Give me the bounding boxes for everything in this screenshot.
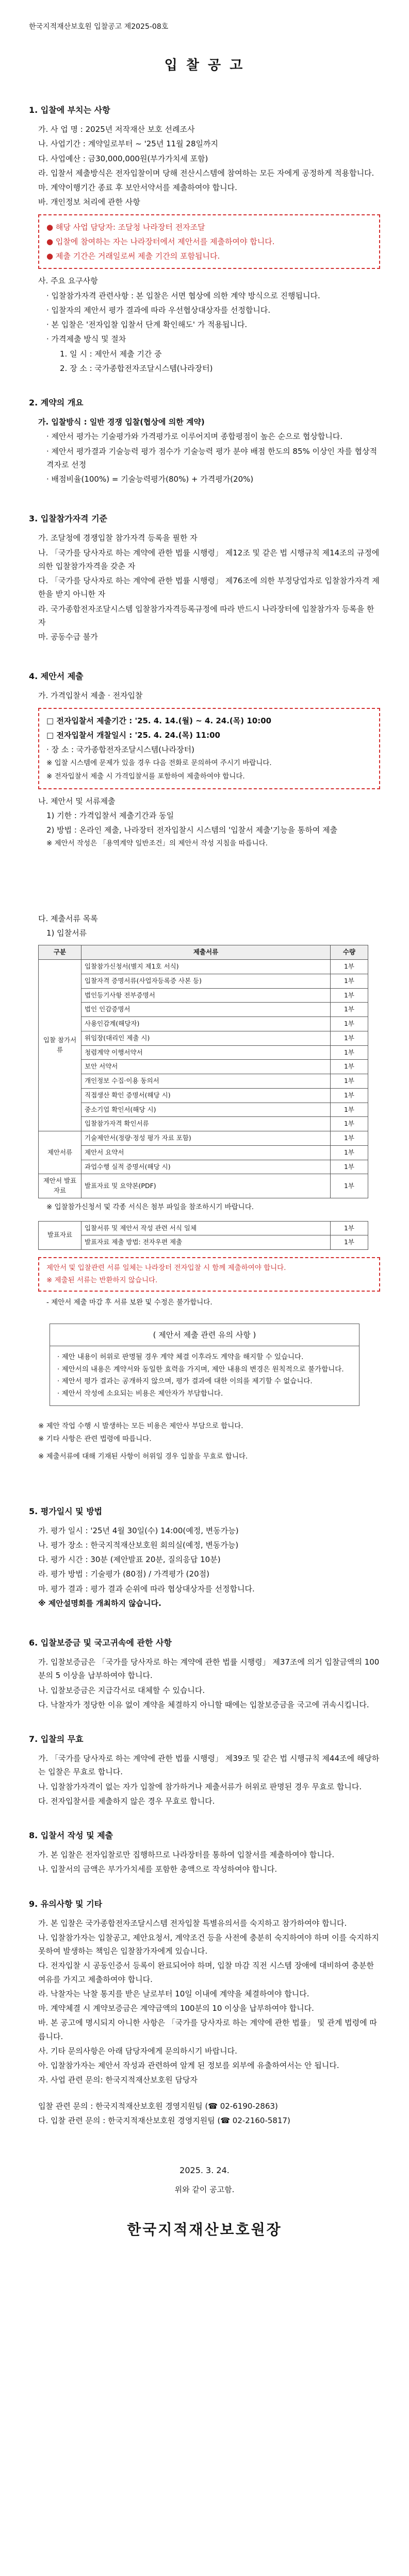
text-line: · 배점비율(100%) = 기술능력평가(80%) + 가격평가(20%) [46, 474, 254, 484]
text-line: 다. 전자입찰 시 공동인증서 등록이 완료되어야 하며, 입찰 마감 직전 시스템 장애에 대비하여 충분한 여유를 가지고 제출하여야 합니다. [38, 1961, 374, 1984]
text-line: ※ 제안설명회를 개최하지 않습니다. [38, 1598, 161, 1608]
table-cell: 1부 [331, 1060, 368, 1074]
box-line: ● 제출 기간은 거래일로써 제출 기간의 포함됩니다. [46, 251, 220, 261]
table-cell: 1부 [331, 1017, 368, 1031]
table-cell: 1부 [331, 960, 368, 974]
table-cell: 1부 [331, 1003, 368, 1017]
text-line: 나. 입찰참가자격이 없는 자가 입찰에 참가하거나 제출서류가 허위로 판명된 경우 무효로 합니다. [38, 1782, 362, 1791]
text-line: 자. 사업 관련 문의: 한국지적재산보호원 담당자 [38, 2075, 198, 2085]
table-cell: 보안 서약서 [81, 1060, 331, 1074]
text-line: 가. 본 입찰은 국가종합전자조달시스템 전자입찰 특별유의서를 숙지하고 참가하여야 합니다. [38, 1918, 347, 1928]
table-cell: 발표자료 [39, 1221, 81, 1250]
text-line: 1. 일 시 : 제안서 제출 기간 중 [60, 349, 162, 359]
table-cell: 기술제안서(정량·정성 평가 자료 포함) [81, 1131, 331, 1146]
table-cell: 1부 [331, 1160, 368, 1174]
text-line: 마. 평가 결과 : 평가 결과 순위에 따라 협상대상자를 선정합니다. [38, 1584, 255, 1594]
section-heading: 9. 유의사항 및 기타 [29, 1899, 103, 1909]
section-notes [29, 1897, 380, 2128]
table-row [39, 1117, 368, 1131]
text-line: 나. 사업기간 : 계약일로부터 ~ '25년 11월 28일까지 [38, 139, 218, 149]
box-line: · 장 소 : 국가종합전자조달시스템(나라장터) [46, 745, 194, 754]
text-line: 1) 기한 : 가격입찰서 제출기간과 동일 [46, 810, 174, 820]
box-line: ※ 전자입찰서 제출 시 가격입찰서를 포함하여 제출하여야 합니다. [46, 772, 245, 781]
table-row [39, 1045, 368, 1060]
text-line: 1) 입찰서류 [46, 928, 87, 938]
table-cell: 1부 [331, 988, 368, 1003]
section-2 [29, 396, 380, 486]
table-cell: 법인등기사항 전부증명서 [81, 988, 331, 1003]
table-cell: 입찰서류 및 제안서 작성 관련 서식 일체 [81, 1221, 331, 1235]
table-cell: 발표자료 및 요약본(PDF) [81, 1174, 331, 1198]
text-line: 사. 기타 문의사항은 아래 담당자에게 문의하시기 바랍니다. [38, 2046, 237, 2056]
section-heading: 2. 계약의 개요 [29, 398, 84, 408]
notice-statement: 위와 같이 공고함. [174, 2185, 235, 2194]
table-cell: 제안서류 [39, 1131, 81, 1174]
table-cell: 발표자료 제출 방법: 전자우편 제출 [81, 1235, 331, 1250]
table-header: 구분 [39, 945, 81, 960]
table-header: 제출서류 [81, 945, 331, 960]
text-line: ※ 제안 작업 수행 시 발생하는 모든 비용은 제안사 부담으로 합니다. [38, 1421, 243, 1430]
table-cell: 입찰자격 증명서류(사업자등록증 사본 등) [81, 974, 331, 988]
table-cell: 개인정보 수집·이용 동의서 [81, 1074, 331, 1089]
text-line: 라. 국가종합전자조달시스템 입찰참가자격등록규정에 따라 반드시 나라장터에 입찰참가자 등록을 한 자 [38, 604, 374, 627]
text-line: 2. 장 소 : 국가종합전자조달시스템(나라장터) [60, 363, 213, 373]
issuer-name: 한국지적재산보호원장 [127, 2221, 282, 2239]
table-row [39, 960, 368, 974]
table-row [39, 1131, 368, 1146]
notice-number: 한국지적재산보호원 입찰공고 제2025-08호 [29, 23, 169, 31]
table-row [39, 1160, 368, 1174]
presentation-table [38, 1221, 368, 1250]
table-cell: 입찰참가자격 확인서류 [81, 1117, 331, 1131]
text-line: 가. 입찰방식 : 일반 경쟁 입찰(협상에 의한 계약) [38, 417, 205, 427]
submission-notes-box [50, 1324, 359, 1406]
section-3 [29, 512, 380, 643]
text-line: 라. 평가 방법 : 기술평가 (80점) / 가격평가 (20점) [38, 1569, 209, 1579]
text-line: 가. 평가 일시 : '25년 4월 30일(수) 14:00(예정, 변동가능) [38, 1526, 239, 1535]
section-1 [29, 103, 380, 375]
table-cell: 직접생산 확인 증명서(해당 시) [81, 1088, 331, 1103]
section-additional [29, 1420, 380, 1463]
text-line: · 가격제출 방식 및 절차 [46, 334, 126, 344]
text-line: 가. 가격입찰서 제출 · 전자입찰 [38, 691, 143, 701]
section-heading: 4. 제안서 제출 [29, 671, 84, 682]
table-row [39, 1017, 368, 1031]
table-row [39, 1060, 368, 1074]
section-heading: 7. 입찰의 무효 [29, 1734, 84, 1744]
documents-table [38, 945, 368, 1198]
table-row [39, 1145, 368, 1160]
table-row [39, 1003, 368, 1017]
table-cell: 1부 [331, 974, 368, 988]
text-line: 바. 본 공고에 명시되지 아니한 사항은 「국가를 당사자로 하는 계약에 관한 법률」 및 관계 법령에 따릅니다. [38, 2018, 377, 2041]
text-line: 사. 주요 요구사항 [38, 276, 98, 286]
table-row [39, 1074, 368, 1089]
table-cell: 1부 [331, 1031, 368, 1045]
table-cell: 입찰참가신청서(별지 제1호 서식) [81, 960, 331, 974]
text-line: - 제안서 제출 마감 후 서류 보완 및 수정은 불가합니다. [46, 1298, 212, 1307]
text-line: · 본 입찰은 '전자입찰 입찰서 단계 확인해도' 가 적용됩니다. [46, 320, 248, 329]
table-cell: 1부 [331, 1117, 368, 1131]
box-line: ※ 제출된 서류는 반환하지 않습니다. [46, 1276, 158, 1284]
section-evaluation [29, 1504, 380, 1611]
box-line: □ 전자입찰서 개찰일시 : '25. 4. 24.(목) 11:00 [46, 730, 220, 740]
table-cell: 청렴계약 이행서약서 [81, 1045, 331, 1060]
text-line: 가. 조달청에 경쟁입찰 참가자격 등록을 필한 자 [38, 533, 198, 543]
text-line: 다. 낙찰자가 정당한 이유 없이 계약을 체결하지 아니할 때에는 입찰보증금을 국고에 귀속시킵니다. [38, 1700, 369, 1709]
table-cell: 1부 [331, 1074, 368, 1089]
note-line: · 제안서 평가 결과는 공개하지 않으며, 평가 결과에 대한 이의를 제기할 수 없습니다. [57, 1377, 313, 1386]
section-heading: 8. 입찰서 작성 및 제출 [29, 1831, 113, 1840]
section-heading: 3. 입찰참가자격 기준 [29, 514, 107, 524]
table-cell: 1부 [331, 1131, 368, 1146]
text-line: 가. 사 업 명 : 2025년 저작재산 보호 선례조사 [38, 125, 195, 134]
note-line: · 제안 내용이 허위로 판명될 경우 계약 체결 이후라도 계약을 해지할 수 있습니다. [57, 1353, 304, 1362]
box-line: ● 해당 사업 담당자: 조달청 나라장터 전자조달 [46, 222, 205, 232]
text-line: 입찰 관련 문의 : 한국지적재산보호원 경영지원팀 (☎ 02-6190-2863) [38, 2101, 278, 2111]
text-line: 나. 입찰서의 금액은 부가가치세를 포함한 총액으로 작성하여야 합니다. [38, 1865, 277, 1874]
table-cell: 제안서 요약서 [81, 1145, 331, 1160]
text-line: 나. 입찰보증금은 지급각서로 대체할 수 있습니다. [38, 1685, 205, 1695]
text-line: 아. 입찰참가자는 제안서 작성과 관련하여 알게 된 정보를 외부에 유출하여서는 안 됩니다. [38, 2061, 339, 2070]
table-cell: 1부 [331, 1174, 368, 1198]
table-cell: 과업수행 실적 증명서(해당 시) [81, 1160, 331, 1174]
section-documents [29, 912, 380, 1309]
section-invalid [29, 1732, 380, 1808]
text-line: ※ 제출서류에 대해 기재된 사항이 허위일 경우 입찰을 무효로 합니다. [38, 1452, 248, 1461]
section-heading: 1. 입찰에 부치는 사항 [29, 105, 110, 115]
text-line: 다. 전자입찰서를 제출하지 않은 경우 무효로 합니다. [38, 1796, 215, 1806]
submission-period-box [38, 708, 380, 789]
warning-box [38, 1257, 380, 1292]
text-line: 라. 입찰서 제출방식은 전자입찰이며 당해 전산시스템에 참여하는 모든 자에게 공정하게 적용합니다. [38, 168, 374, 178]
text-line: 마. 계약이행기간 종료 후 보안서약서를 제출하여야 합니다. [38, 183, 237, 192]
text-line: 다. 제출서류 목록 [38, 913, 98, 923]
text-line: ※ 제안서 작성은 「용역계약 일반조건」의 제안서 작성 지침을 따릅니다. [46, 839, 268, 848]
text-line: · 제안서 평가결과 기술능력 평가 점수가 기술능력 평가 분야 배점 한도의 85% 이상인 자를 협상적격자로 선정 [46, 446, 377, 469]
page-title: 입 찰 공 고 [164, 57, 245, 73]
notice-date: 2025. 3. 24. [179, 2165, 230, 2175]
table-row [39, 988, 368, 1003]
text-line: ※ 기타 사항은 관련 법령에 따릅니다. [38, 1435, 152, 1444]
table-row [39, 974, 368, 988]
text-line: · 제안서 평가는 기술평가와 가격평가로 이루어지며 종합평점이 높은 순으로 협상합니다. [46, 432, 343, 442]
table-row [39, 1088, 368, 1103]
highlight-box [38, 214, 380, 269]
text-line: 마. 공동수급 불가 [38, 632, 98, 641]
table-cell: 법인 인감증명서 [81, 1003, 331, 1017]
documents-table-body [39, 960, 368, 1198]
text-line: 바. 개인정보 처리에 관한 사항 [38, 197, 140, 207]
box-line: 제안서 및 입찰관련 서류 일체는 나라장터 전자입찰 시 함께 제출하여야 합니다. [46, 1264, 286, 1272]
text-line: · 입찰참가자격 관련사항 : 본 입찰은 서면 협상에 의한 계약 방식으로 진행됩니다. [46, 291, 320, 300]
box-line: ※ 입찰 시스템에 문제가 있을 경우 다음 전화로 문의하여 주시기 바랍니다. [46, 759, 272, 768]
table-cell: 사용인감계(해당자) [81, 1017, 331, 1031]
text-line: 나. 입찰참가자는 입찰공고, 제안요청서, 계약조건 등을 사전에 충분히 숙지하여야 하며 이를 숙지하지 못하여 발생하는 책임은 입찰참가자에게 있습니다. [38, 1933, 379, 1956]
text-line: 다. 「국가를 당사자로 하는 계약에 관한 법률 시행령」 제76조에 의한 부정당업자로 입찰참가자격 제한을 받지 아니한 자 [38, 576, 380, 599]
section-submission [29, 1828, 380, 1876]
table-cell: 1부 [331, 1221, 368, 1235]
text-line: 2) 방법 : 온라인 제출, 나라장터 전자입찰시 시스템의 '입찰서 제출'기능을 통하여 제출 [46, 825, 338, 835]
table-row [39, 1031, 368, 1045]
table-cell: 1부 [331, 1145, 368, 1160]
box-line: □ 전자입찰서 제출기간 : '25. 4. 14.(월) ~ 4. 24.(목) 10:00 [46, 716, 272, 725]
section-heading: 5. 평가일시 및 방법 [29, 1506, 103, 1516]
table-cell: 1부 [331, 1235, 368, 1250]
text-line: 나. 「국가를 당사자로 하는 계약에 관한 법률 시행령」 제12조 및 같은 법 시행규칙 제14조의 규정에 의한 입찰참가자격을 갖춘 자 [38, 548, 380, 571]
table-note: ※ 입찰참가신청서 및 각종 서식은 첨부 파일을 참조하시기 바랍니다. [46, 1202, 254, 1211]
table-cell: 중소기업 확인서(해당 시) [81, 1103, 331, 1117]
section-4 [29, 669, 380, 850]
text-line: 가. 입찰보증금은 「국가를 당사자로 하는 계약에 관한 법률 시행령」 제37조에 의거 입찰금액의 100분의 5 이상을 납부하여야 합니다. [38, 1657, 380, 1681]
text-line: 나. 평가 장소 : 한국지적재산보호원 회의실(예정, 변동가능) [38, 1540, 239, 1550]
box-title: ( 제안서 제출 관련 유의 사항 ) [50, 1324, 359, 1346]
table-row [39, 1174, 368, 1198]
text-line: 가. 「국가를 당사자로 하는 계약에 관한 법률 시행령」 제39조 및 같은 법 시행규칙 제44조에 해당하는 입찰은 무효로 합니다. [38, 1754, 380, 1777]
note-line: · 제안서 작성에 소요되는 비용은 제안자가 부담합니다. [57, 1389, 223, 1398]
text-line: 라. 낙찰자는 낙찰 통지를 받은 날로부터 10일 이내에 계약을 체결하여야 합니다. [38, 1989, 309, 1998]
text-line: 나. 제안서 및 서류제출 [38, 796, 116, 806]
box-line: ● 입찰에 참여하는 자는 나라장터에서 제안서를 제출하여야 합니다. [46, 236, 275, 246]
text-line: 다. 사업예산 : 금30,000,000원(부가가치세 포함) [38, 154, 208, 163]
table-cell: 1부 [331, 1103, 368, 1117]
table-cell: 1부 [331, 1088, 368, 1103]
table-row [39, 1103, 368, 1117]
table-cell: 위임장(대리인 제출 시) [81, 1031, 331, 1045]
note-line: · 제안서의 내용은 계약서와 동일한 효력을 가지며, 제안 내용의 변경은 원칙적으로 불가합니다. [57, 1365, 344, 1374]
text-line: · 입찰자의 제안서 평가 결과에 따라 우선협상대상자를 선정합니다. [46, 305, 271, 315]
text-line: 다. 입찰 관련 문의 : 한국지적재산보호원 경영지원팀 (☎ 02-2160-5817) [38, 2115, 290, 2125]
text-line: 가. 본 입찰은 전자입찰로만 집행하므로 나라장터를 통하여 입찰서를 제출하여야 합니다. [38, 1850, 335, 1859]
section-deposit [29, 1636, 380, 1711]
box-body [50, 1346, 359, 1405]
text-line: 다. 평가 시간 : 30분 (제안발표 20분, 질의응답 10분) [38, 1555, 221, 1564]
table-cell: 1부 [331, 1045, 368, 1060]
table-cell: 제안서 발표자료 [39, 1174, 81, 1198]
table-header: 수량 [331, 945, 368, 960]
section-heading: 6. 입찰보증금 및 국고귀속에 관한 사항 [29, 1638, 172, 1648]
table-cell: 입찰 참가서류 [39, 960, 81, 1131]
text-line: 마. 계약체결 시 계약보증금은 계약금액의 100분의 10 이상을 납부하여야 합니다. [38, 2004, 314, 2013]
